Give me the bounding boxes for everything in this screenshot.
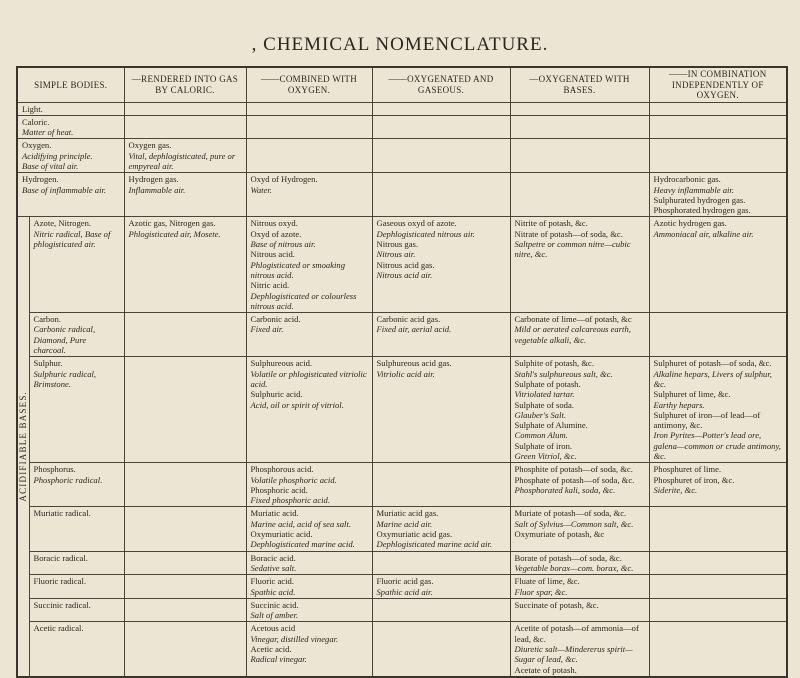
cell-oxygenated-gaseous — [372, 217, 510, 313]
cell-oxygenated-gaseous — [372, 551, 510, 575]
cell-text: Fluoric acid gas. — [376, 576, 434, 587]
cell-independent-oxygen — [649, 313, 787, 357]
cell-text: Alkaline hepars, Livers of sulphur, &c. — [653, 368, 772, 389]
table-row — [17, 173, 787, 217]
cell-text: Carbonic radical, Diamond, Pure charcoal. — [33, 324, 96, 356]
table-row — [17, 551, 787, 575]
cell-simple-body — [29, 313, 124, 357]
cell-text: Acidifying principle. — [22, 150, 93, 161]
cell-text: Hydrocarbonic gas. — [653, 174, 721, 185]
table-row — [17, 622, 787, 677]
cell-text: Phosphuret of lime. — [653, 464, 722, 475]
cell-text: Dephlogisticated or colourless nitrous acid. — [250, 290, 357, 311]
cell-simple-body — [17, 115, 124, 139]
cell-combined-oxygen — [246, 357, 372, 463]
cell-text: Volatile or phlogisticated vitriolic acid. — [250, 368, 367, 389]
cell-oxygenated-gaseous — [372, 102, 510, 115]
cell-text: Sulphurated hydrogen gas. — [653, 194, 746, 205]
cell-text: Phosphoric acid. — [250, 484, 308, 495]
acidifiable-bases-label: ACIDIFIABLE BASES. — [18, 391, 29, 502]
cell-independent-oxygen — [649, 173, 787, 217]
cell-independent-oxygen — [649, 357, 787, 463]
cell-text: Fluoric acid. — [250, 576, 294, 587]
cell-text: Vital, dephlogisticated, pure or empyreal air. — [128, 150, 236, 171]
cell-text: Marine acid air. — [376, 518, 433, 529]
cell-text: Vinegar, distilled vinegar. — [250, 633, 339, 644]
table-row — [17, 115, 787, 139]
cell-text: Nitrous acid gas. — [376, 259, 435, 270]
cell-text: Spathic acid air. — [376, 586, 433, 597]
cell-oxygenated-bases — [510, 102, 649, 115]
cell-text: Carbonic acid gas. — [376, 314, 441, 325]
cell-text: Green Vitriol, &c. — [514, 451, 577, 461]
cell-gas-by-caloric — [124, 102, 246, 115]
header-gas-by-caloric: —RENDERED INTO GAS BY CALORIC. — [124, 67, 246, 102]
cell-gas-by-caloric — [124, 139, 246, 173]
cell-combined-oxygen — [246, 622, 372, 677]
cell-combined-oxygen — [246, 173, 372, 217]
cell-text: Phosphoric radical. — [33, 474, 103, 485]
cell-text: Ammoniacal air, alkaline air. — [653, 228, 754, 239]
cell-text: Sulphuret of lime, &c. — [653, 389, 731, 400]
cell-text: Dephlogisticated nitrous air. — [376, 228, 475, 239]
cell-text: Sulphuret of potash—of soda, &c. — [653, 358, 772, 369]
cell-oxygenated-gaseous — [372, 507, 510, 551]
cell-independent-oxygen — [649, 217, 787, 313]
cell-gas-by-caloric — [124, 217, 246, 313]
cell-text: Nitrous acid air. — [376, 269, 433, 280]
cell-text: Carbon. — [33, 314, 61, 325]
cell-text: Carbonate of lime—of potash, &c — [514, 314, 632, 325]
cell-text: Azotic hydrogen gas. — [653, 218, 727, 229]
cell-text: Phosphite of potash—of soda, &c. — [514, 464, 633, 475]
cell-text: Azotic gas, Nitrogen gas. — [128, 218, 216, 229]
cell-text: Nitrous air. — [376, 249, 416, 260]
cell-text: Oxymuriatic acid gas. — [376, 529, 453, 540]
cell-text: Phosphuret of iron, &c. — [653, 474, 735, 485]
cell-text: Phosphorated hydrogen gas. — [653, 205, 751, 216]
cell-text: Fluate of lime, &c. — [514, 576, 580, 587]
cell-text: Muriate of potash—of soda, &c. — [514, 508, 627, 519]
cell-text: Acetic radical. — [33, 623, 84, 634]
cell-text: Phosphate of potash—of soda, &c. — [514, 474, 635, 485]
cell-text: Sulphuret of iron—of lead—of antimony, &c. — [653, 409, 761, 431]
cell-simple-body — [29, 575, 124, 599]
cell-oxygenated-gaseous — [372, 139, 510, 173]
cell-text: Nitrous acid. — [250, 249, 295, 260]
cell-gas-by-caloric — [124, 598, 246, 622]
cell-combined-oxygen — [246, 139, 372, 173]
cell-oxygenated-gaseous — [372, 575, 510, 599]
cell-text: Oxyd of Hydrogen. — [250, 174, 318, 185]
cell-simple-body — [29, 598, 124, 622]
cell-text: Acetic acid. — [250, 644, 292, 655]
cell-oxygenated-bases — [510, 115, 649, 139]
cell-oxygenated-gaseous — [372, 313, 510, 357]
cell-text: Inflammable air. — [128, 184, 186, 195]
cell-gas-by-caloric — [124, 622, 246, 677]
cell-combined-oxygen — [246, 598, 372, 622]
cell-simple-body — [29, 357, 124, 463]
cell-combined-oxygen — [246, 102, 372, 115]
cell-text: Phlogisticated or smoaking nitrous acid. — [250, 259, 346, 280]
cell-text: Caloric. — [22, 116, 50, 127]
cell-oxygenated-bases — [510, 313, 649, 357]
table-row — [17, 575, 787, 599]
cell-simple-body — [29, 507, 124, 551]
table-row — [17, 102, 787, 115]
cell-text: Saltpetre or common nitre—cubic nitre, &c. — [514, 239, 631, 260]
cell-text: Sulphureous acid gas. — [376, 358, 452, 369]
cell-oxygenated-gaseous — [372, 598, 510, 622]
cell-text: Oxygen. — [22, 140, 52, 151]
cell-text: Boracic acid. — [250, 552, 296, 563]
cell-text: Fixed air. — [250, 324, 284, 335]
cell-text: Oxymuriatic acid. — [250, 529, 313, 540]
acidifiable-bases-label-cell — [17, 217, 29, 677]
cell-text: Stahl's sulphureous salt, &c. — [514, 368, 613, 379]
cell-text: Vegetable borax—com. borax, &c. — [514, 562, 634, 573]
cell-oxygenated-bases — [510, 507, 649, 551]
cell-text: Phosphorated kali, soda, &c. — [514, 484, 616, 495]
cell-text: Nitric radical, Base of phlogisticated air. — [33, 228, 111, 250]
cell-simple-body — [17, 102, 124, 115]
cell-combined-oxygen — [246, 463, 372, 507]
cell-simple-body — [29, 551, 124, 575]
table-row — [17, 313, 787, 357]
cell-gas-by-caloric — [124, 551, 246, 575]
cell-oxygenated-bases — [510, 139, 649, 173]
cell-text: Fluoric radical. — [33, 576, 86, 587]
cell-text: Mild or aerated calcareous earth, vegetable alkali, &c. — [514, 324, 631, 345]
cell-oxygenated-bases — [510, 463, 649, 507]
cell-text: Muriatic radical. — [33, 508, 91, 519]
header-oxygenated-bases: —OXYGENATED WITH BASES. — [510, 67, 649, 102]
cell-oxygenated-gaseous — [372, 357, 510, 463]
cell-text: Sulphate of potash. — [514, 378, 581, 389]
cell-gas-by-caloric — [124, 507, 246, 551]
cell-text: Sulphureous acid. — [250, 358, 313, 369]
cell-gas-by-caloric — [124, 173, 246, 217]
cell-text: Dephlogisticated marine acid. — [250, 539, 355, 550]
cell-text: Sulphuric acid. — [250, 389, 303, 400]
cell-simple-body — [29, 622, 124, 677]
cell-oxygenated-gaseous — [372, 115, 510, 139]
cell-independent-oxygen — [649, 622, 787, 677]
cell-text: Volatile phosphoric acid. — [250, 474, 337, 485]
cell-text: Oxyd of azote. — [250, 228, 302, 239]
cell-text: Nitrite of potash, &c. — [514, 218, 588, 229]
cell-text: Salt of amber. — [250, 610, 299, 621]
cell-text: Vitriolic acid air. — [376, 368, 435, 379]
cell-oxygenated-gaseous — [372, 173, 510, 217]
table-row — [17, 507, 787, 551]
cell-oxygenated-bases — [510, 622, 649, 677]
cell-text: Succinic acid. — [250, 599, 299, 610]
header-simple-bodies: SIMPLE BODIES. — [17, 67, 124, 102]
cell-simple-body — [17, 139, 124, 173]
cell-text: Matter of heat. — [22, 127, 74, 138]
cell-text: Acid, oil or spirit of vitriol. — [250, 399, 344, 410]
cell-text: Glauber's Salt. — [514, 409, 566, 420]
cell-text: Vitriolated tartar. — [514, 389, 575, 400]
cell-text: Borate of potash—of soda, &c. — [514, 552, 622, 563]
cell-gas-by-caloric — [124, 575, 246, 599]
cell-oxygenated-gaseous — [372, 622, 510, 677]
table-row — [17, 217, 787, 313]
cell-text: Earthy hepars. — [653, 399, 705, 410]
cell-independent-oxygen — [649, 139, 787, 173]
header-combined-oxygen: ——COMBINED WITH OXYGEN. — [246, 67, 372, 102]
cell-gas-by-caloric — [124, 357, 246, 463]
cell-oxygenated-bases — [510, 551, 649, 575]
cell-text: Sedative salt. — [250, 562, 297, 573]
cell-text: Hydrogen. — [22, 174, 59, 185]
cell-text: Sulphur. — [33, 358, 63, 369]
cell-text: Sulphite of potash, &c. — [514, 358, 594, 369]
cell-text: Phosphorous acid. — [250, 464, 314, 475]
cell-text: Fixed phosphoric acid. — [250, 495, 330, 506]
cell-simple-body — [29, 217, 124, 313]
cell-text: Base of nitrous air. — [250, 239, 316, 250]
cell-text: Sulphate of soda. — [514, 399, 574, 410]
cell-text: Nitrate of potash—of soda, &c. — [514, 228, 623, 239]
cell-independent-oxygen — [649, 575, 787, 599]
cell-text: Fluor spar, &c. — [514, 586, 568, 597]
cell-text: Boracic radical. — [33, 552, 88, 563]
cell-text: Nitrous gas. — [376, 239, 419, 250]
cell-text: Marine acid, acid of sea salt. — [250, 518, 351, 529]
cell-gas-by-caloric — [124, 115, 246, 139]
cell-oxygenated-bases — [510, 173, 649, 217]
cell-text: Muriatic acid gas. — [376, 508, 439, 519]
cell-text: Succinate of potash, &c. — [514, 599, 599, 610]
cell-combined-oxygen — [246, 217, 372, 313]
cell-text: Acetate of potash. — [514, 664, 577, 675]
cell-text: Base of inflammable air. — [22, 184, 107, 195]
cell-text: Nitrous oxyd. — [250, 218, 298, 229]
cell-combined-oxygen — [246, 507, 372, 551]
cell-text: Oxymuriate of potash, &c — [514, 529, 605, 540]
cell-combined-oxygen — [246, 551, 372, 575]
cell-text: Oxygen gas. — [128, 140, 172, 151]
cell-text: Hydrogen gas. — [128, 174, 179, 185]
cell-text: Heavy inflammable air. — [653, 184, 734, 195]
cell-oxygenated-bases — [510, 357, 649, 463]
cell-text: Succinic radical. — [33, 599, 91, 610]
cell-text: Nitric acid. — [250, 280, 290, 291]
cell-text: Iron Pyrites—Potter's lead ore, galena—common or crude antimony, &c. — [653, 430, 781, 461]
cell-text: Salt of Sylvius—Common salt, &c. — [514, 518, 634, 529]
table-row — [17, 463, 787, 507]
cell-text: Water. — [250, 184, 272, 195]
cell-text: Radical vinegar. — [250, 654, 307, 665]
header-oxygenated-gaseous: ——OXYGENATED AND GASEOUS. — [372, 67, 510, 102]
cell-oxygenated-bases — [510, 598, 649, 622]
cell-text: Spathic acid. — [250, 586, 296, 597]
cell-text: Carbonic acid. — [250, 314, 301, 325]
cell-independent-oxygen — [649, 463, 787, 507]
cell-text: Light. — [22, 103, 43, 114]
cell-oxygenated-bases — [510, 217, 649, 313]
cell-oxygenated-gaseous — [372, 463, 510, 507]
table-row — [17, 598, 787, 622]
cell-combined-oxygen — [246, 115, 372, 139]
cell-combined-oxygen — [246, 575, 372, 599]
cell-simple-body — [29, 463, 124, 507]
nomenclature-table — [16, 66, 788, 678]
cell-text: Sulphate of Alumine. — [514, 420, 588, 431]
cell-text: Phosphorus. — [33, 464, 76, 475]
cell-text: Azote, Nitrogen. — [33, 218, 92, 229]
cell-oxygenated-bases — [510, 575, 649, 599]
cell-independent-oxygen — [649, 551, 787, 575]
cell-text: Common Alum. — [514, 430, 568, 441]
cell-text: Acetite of potash—of ammonia—of lead, &c. — [514, 623, 639, 644]
cell-combined-oxygen — [246, 313, 372, 357]
table-row — [17, 139, 787, 173]
cell-simple-body — [17, 173, 124, 217]
cell-text: Sulphate of iron. — [514, 440, 573, 451]
header-row — [17, 67, 787, 102]
cell-text: Acetous acid — [250, 623, 296, 634]
table-row — [17, 357, 787, 463]
cell-independent-oxygen — [649, 115, 787, 139]
cell-text: Dephlogisticated marine acid air. — [376, 539, 493, 550]
cell-text: Gaseous oxyd of azote. — [376, 218, 457, 229]
cell-text: Siderite, &c. — [653, 484, 698, 495]
cell-text: Muriatic acid. — [250, 508, 299, 519]
cell-independent-oxygen — [649, 598, 787, 622]
header-independent-oxygen: ——IN COMBINATION INDEPENDENTLY OF OXYGEN. — [649, 67, 787, 102]
cell-gas-by-caloric — [124, 313, 246, 357]
cell-gas-by-caloric — [124, 463, 246, 507]
cell-text: Base of vital air. — [22, 160, 79, 171]
cell-text: Phlogisticated air, Mosete. — [128, 228, 221, 239]
cell-text: Sulphuric radical, Brimstone. — [33, 368, 97, 389]
page-title: , CHEMICAL NOMENCLATURE. — [251, 34, 549, 55]
cell-independent-oxygen — [649, 507, 787, 551]
cell-independent-oxygen — [649, 102, 787, 115]
cell-text: Diuretic salt—Mindererus spirit—Sugar of lead, &c. — [514, 644, 633, 665]
cell-text: Fixed air, aerial acid. — [376, 324, 452, 335]
